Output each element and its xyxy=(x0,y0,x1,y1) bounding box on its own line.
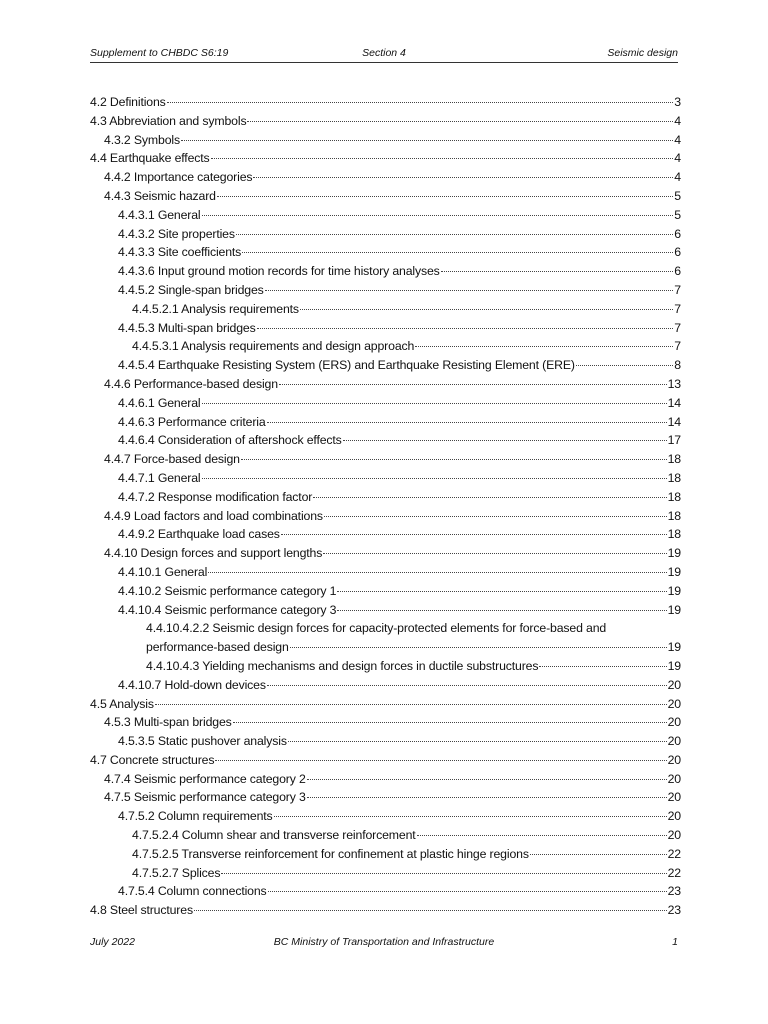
toc-entry[interactable] xyxy=(90,319,681,338)
toc-entry-title: 4.5 Analysis xyxy=(90,696,154,711)
dot-leader xyxy=(288,741,667,742)
toc-entry-title: 4.4.3.2 Site properties xyxy=(118,226,235,241)
toc-entry[interactable] xyxy=(90,676,681,695)
toc-entry-page: 4 xyxy=(674,170,681,185)
toc-entry-page: 19 xyxy=(667,546,681,561)
dot-leader xyxy=(217,196,673,197)
toc-entry-page: 20 xyxy=(667,828,681,843)
toc-entry-page: 20 xyxy=(667,771,681,786)
toc-entry-title: 4.7.5 Seismic performance category 3 xyxy=(104,790,306,805)
toc-entry-title: 4.4 Earthquake effects xyxy=(90,151,210,166)
dot-leader xyxy=(241,459,667,460)
toc-entry-title: 4.4.5.3 Multi-span bridges xyxy=(118,320,256,335)
footer-publisher: BC Ministry of Transportation and Infrastructure xyxy=(273,936,495,948)
toc-entry-page: 23 xyxy=(667,903,681,918)
toc-entry[interactable] xyxy=(90,807,681,826)
toc-entry[interactable] xyxy=(90,563,681,582)
toc-entry-title: 4.7 Concrete structures xyxy=(90,752,215,767)
toc-entry[interactable] xyxy=(90,732,681,751)
dot-leader xyxy=(208,572,666,573)
toc-entry[interactable] xyxy=(90,601,681,620)
table-of-contents xyxy=(90,93,681,920)
dot-leader xyxy=(323,553,666,554)
toc-entry-title: 4.4.10.1 General xyxy=(118,564,208,579)
toc-entry-page: 6 xyxy=(674,264,681,279)
dot-leader xyxy=(236,234,673,235)
dot-leader xyxy=(247,121,673,122)
toc-entry-page: 5 xyxy=(674,188,681,203)
toc-entry-page: 7 xyxy=(674,282,681,297)
dot-leader xyxy=(441,271,674,272)
toc-entry-title: 4.4.10 Design forces and support lengths xyxy=(104,546,323,561)
toc-entry[interactable] xyxy=(90,243,681,262)
dot-leader xyxy=(274,816,667,817)
dot-leader xyxy=(337,610,666,611)
dot-leader xyxy=(307,797,667,798)
toc-entry-page: 18 xyxy=(667,452,681,467)
footer-page-number: 1 xyxy=(672,936,678,948)
toc-entry[interactable] xyxy=(90,525,681,544)
toc-entry[interactable] xyxy=(90,375,681,394)
toc-entry[interactable] xyxy=(90,826,681,845)
toc-entry-title: 4.5.3 Multi-span bridges xyxy=(104,715,232,730)
dot-leader xyxy=(267,422,667,423)
page-footer xyxy=(90,936,678,954)
toc-entry[interactable] xyxy=(90,300,681,319)
page-header xyxy=(90,44,678,62)
toc-entry[interactable] xyxy=(90,695,681,714)
toc-entry-page: 19 xyxy=(667,583,681,598)
toc-entry[interactable] xyxy=(90,469,681,488)
toc-entry[interactable] xyxy=(90,582,681,601)
dot-leader xyxy=(181,140,673,141)
dot-leader xyxy=(211,158,674,159)
toc-entry-title: 4.4.6 Performance-based design xyxy=(104,376,278,391)
header-divider xyxy=(90,62,678,63)
toc-entry-title: 4.7.5.2.5 Transverse reinforcement for confinement at plastic hinge regions xyxy=(132,846,529,861)
dot-leader xyxy=(202,403,667,404)
toc-entry-title: 4.4.10.4.2.2 Seismic design forces for capacity-protected elements for force-based and xyxy=(146,621,607,636)
toc-entry[interactable] xyxy=(90,544,681,563)
dot-leader xyxy=(242,252,673,253)
dot-leader xyxy=(265,290,674,291)
toc-entry[interactable] xyxy=(90,225,681,244)
toc-entry-page: 18 xyxy=(667,527,681,542)
toc-entry[interactable] xyxy=(90,206,681,225)
toc-entry-page: 22 xyxy=(667,865,681,880)
footer-date: July 2022 xyxy=(90,936,135,948)
toc-entry-page: 4 xyxy=(674,113,681,128)
toc-entry[interactable] xyxy=(90,262,681,281)
header-document-title: Supplement to CHBDC S6:19 xyxy=(90,47,229,59)
toc-entry-title: 4.5.3.5 Static pushover analysis xyxy=(118,734,287,749)
dot-leader xyxy=(253,177,673,178)
dot-leader xyxy=(307,779,667,780)
toc-entry[interactable] xyxy=(90,882,681,901)
toc-entry-title: 4.4.2 Importance categories xyxy=(104,170,253,185)
toc-entry[interactable] xyxy=(90,149,681,168)
toc-entry-title: 4.4.3.3 Site coefficients xyxy=(118,245,242,260)
dot-leader xyxy=(415,346,673,347)
toc-entry-page: 3 xyxy=(674,95,681,109)
toc-entry-page: 18 xyxy=(667,470,681,485)
dot-leader xyxy=(290,647,667,648)
toc-entry-title: 4.4.9.2 Earthquake load cases xyxy=(118,527,280,542)
toc-entry[interactable] xyxy=(90,281,681,300)
dot-leader xyxy=(215,760,666,761)
toc-entry-title: 4.4.7.2 Response modification factor xyxy=(118,489,313,504)
toc-entry-page: 23 xyxy=(667,884,681,899)
dot-leader xyxy=(194,910,667,911)
toc-entry[interactable] xyxy=(90,770,681,789)
toc-entry-title: 4.3 Abbreviation and symbols xyxy=(90,113,247,128)
dot-leader xyxy=(324,516,667,517)
toc-entry-title: 4.4.10.2 Seismic performance category 1 xyxy=(118,583,337,598)
header-topic: Seismic design xyxy=(607,47,678,59)
toc-entry-page: 19 xyxy=(667,564,681,579)
toc-entry-page: 20 xyxy=(667,696,681,711)
toc-entry[interactable] xyxy=(90,356,681,375)
toc-entry-title: 4.4.6.3 Performance criteria xyxy=(118,414,266,429)
toc-entry-title-continued: performance-based design xyxy=(146,640,289,655)
dot-leader xyxy=(281,534,667,535)
toc-entry-continuation xyxy=(146,638,681,657)
toc-entry[interactable] xyxy=(90,131,681,150)
toc-entry-page: 20 xyxy=(667,734,681,749)
dot-leader xyxy=(267,685,667,686)
toc-entry[interactable] xyxy=(90,507,681,526)
dot-leader xyxy=(300,309,673,310)
toc-entry[interactable] xyxy=(90,413,681,432)
dot-leader xyxy=(343,440,667,441)
dot-leader xyxy=(257,328,674,329)
toc-entry[interactable] xyxy=(90,112,681,131)
toc-entry-page: 20 xyxy=(667,715,681,730)
toc-entry-page: 6 xyxy=(674,226,681,241)
toc-entry-title: 4.7.5.4 Column connections xyxy=(118,884,267,899)
toc-entry-title: 4.4.3 Seismic hazard xyxy=(104,188,216,203)
toc-entry-page: 18 xyxy=(667,508,681,523)
toc-entry[interactable] xyxy=(90,488,681,507)
toc-entry-page: 4 xyxy=(674,132,681,147)
dot-leader xyxy=(202,478,667,479)
toc-entry-title: 4.4.7.1 General xyxy=(118,470,201,485)
toc-entry-page: 20 xyxy=(667,752,681,767)
dot-leader xyxy=(337,591,666,592)
toc-entry-page: 19 xyxy=(667,602,681,617)
toc-entry-title: 4.4.9 Load factors and load combinations xyxy=(104,508,323,523)
toc-entry-page: 7 xyxy=(674,320,681,335)
toc-entry[interactable] xyxy=(90,788,681,807)
toc-entry-title: 4.4.5.2.1 Analysis requirements xyxy=(132,301,299,316)
dot-leader xyxy=(539,666,666,667)
dot-leader xyxy=(233,722,667,723)
header-section: Section 4 xyxy=(362,47,406,59)
toc-entry-title: 4.4.6.1 General xyxy=(118,395,201,410)
toc-entry-page: 20 xyxy=(667,809,681,824)
toc-entry-title: 4.4.10.4 Seismic performance category 3 xyxy=(118,602,337,617)
toc-entry-page: 19 xyxy=(667,640,681,655)
toc-entry-title: 4.7.5.2.7 Splices xyxy=(132,865,221,880)
toc-entry-title: 4.4.10.7 Hold-down devices xyxy=(118,677,266,692)
toc-entry-title: 4.4.10.4.3 Yielding mechanisms and design forces in ductile substructures xyxy=(146,658,539,673)
toc-entry-title: 4.7.4 Seismic performance category 2 xyxy=(104,771,306,786)
toc-entry-page: 6 xyxy=(674,245,681,260)
toc-entry-title: 4.3.2 Symbols xyxy=(104,132,180,147)
toc-entry-page: 5 xyxy=(674,207,681,222)
toc-entry[interactable] xyxy=(90,187,681,206)
toc-entry-title: 4.8 Steel structures xyxy=(90,903,193,918)
dot-leader xyxy=(268,891,667,892)
toc-entry-page: 14 xyxy=(667,414,681,429)
toc-entry[interactable] xyxy=(90,431,681,450)
toc-entry-title: 4.4.3.6 Input ground motion records for time history analyses xyxy=(118,264,440,279)
toc-entry-title: 4.2 Definitions xyxy=(90,95,166,109)
dot-leader xyxy=(279,384,667,385)
toc-entry-page: 14 xyxy=(667,395,681,410)
dot-leader xyxy=(576,365,673,366)
toc-entry-page: 7 xyxy=(674,301,681,316)
toc-entry[interactable] xyxy=(90,864,681,883)
dot-leader xyxy=(167,102,674,103)
toc-entry-page: 20 xyxy=(667,677,681,692)
toc-entry[interactable] xyxy=(90,657,681,676)
toc-entry-title: 4.7.5.2 Column requirements xyxy=(118,809,273,824)
dot-leader xyxy=(417,835,667,836)
toc-entry-title: 4.4.6.4 Consideration of aftershock effects xyxy=(118,433,342,448)
toc-entry[interactable] xyxy=(90,751,681,770)
toc-entry[interactable] xyxy=(90,93,681,112)
toc-entry[interactable] xyxy=(90,901,681,920)
toc-entry-title: 4.4.3.1 General xyxy=(118,207,201,222)
toc-entry-page: 17 xyxy=(667,433,681,448)
toc-entry-page: 19 xyxy=(667,658,681,673)
dot-leader xyxy=(202,215,674,216)
toc-entry[interactable] xyxy=(90,394,681,413)
toc-entry-page: 20 xyxy=(667,790,681,805)
toc-entry-title: 4.7.5.2.4 Column shear and transverse reinforcement xyxy=(132,828,416,843)
toc-entry[interactable] xyxy=(90,619,681,657)
toc-entry-page: 22 xyxy=(667,846,681,861)
toc-entry[interactable] xyxy=(90,450,681,469)
dot-leader xyxy=(530,854,667,855)
toc-entry-page: 4 xyxy=(674,151,681,166)
toc-entry[interactable] xyxy=(90,168,681,187)
dot-leader xyxy=(155,704,667,705)
toc-entry-title: 4.4.7 Force-based design xyxy=(104,452,240,467)
toc-entry-page: 13 xyxy=(667,376,681,391)
toc-entry-page: 8 xyxy=(674,358,681,373)
dot-leader xyxy=(221,873,666,874)
toc-entry-title: 4.4.5.2 Single-span bridges xyxy=(118,282,264,297)
dot-leader xyxy=(313,497,666,498)
toc-entry[interactable] xyxy=(90,337,681,356)
toc-entry-title: 4.4.5.4 Earthquake Resisting System (ERS) and Earthquake Resisting Element (ERE) xyxy=(118,358,575,373)
toc-entry[interactable] xyxy=(90,713,681,732)
toc-entry[interactable] xyxy=(90,845,681,864)
toc-entry-title: 4.4.5.3.1 Analysis requirements and design approach xyxy=(132,339,415,354)
toc-entry-page: 7 xyxy=(674,339,681,354)
toc-entry-page: 18 xyxy=(667,489,681,504)
